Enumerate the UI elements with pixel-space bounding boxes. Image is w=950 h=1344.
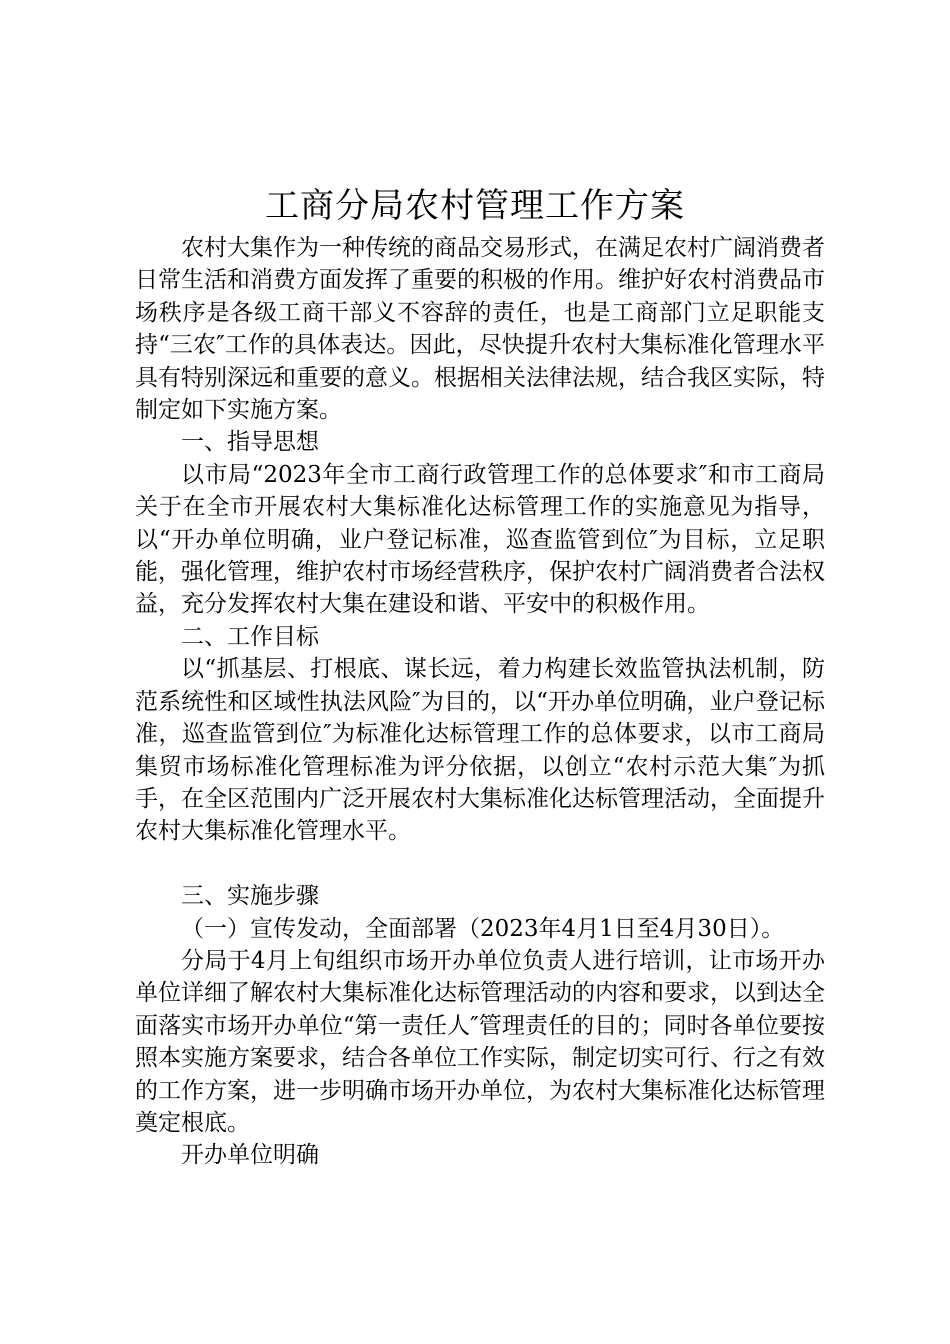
- paragraph-gap: [135, 848, 825, 880]
- document-title: 工商分局农村管理工作方案: [265, 186, 685, 226]
- section-heading-implementation-steps: 三、实施步骤: [181, 883, 319, 910]
- section-heading-work-goals: 二、工作目标: [181, 623, 319, 650]
- step-one-paragraph: 分局于4月上旬组织市场开办单位负责人进行培训，让市场开办单位详细了解农村大集标准化达标管理活动的内容和要求，以到达全面落实市场开办单位“第一责任人″管理责任的目的；同时各单位要按照本实施方案要求，结合各单位工作实际，制定切实可行、行之有效的工作方案，进一步明确市场开办单位，为农村大集标准化达标管理奠定根底。: [135, 947, 825, 1136]
- intro-paragraph: 农村大集作为一种传统的商品交易形式，在满足农村广阔消费者日常生活和消费方面发挥了重要的积极的作用。维护好农村消费品市场秩序是各级工商干部义不容辞的责任，也是工商部门立足职能支持“三农″工作的具体表达。因此，尽快提升农村大集标准化管理水平具有特别深远和重要的意义。根据相关法律法规，结合我区实际，特制定如下实施方案。: [135, 235, 825, 424]
- step-one-heading: （一）宣传发动，全面部署（2023年4月1日至4月30日）。: [181, 915, 785, 942]
- document-body: [135, 232, 825, 1172]
- subheading-clear-operator: 开办单位明确: [181, 1142, 319, 1169]
- guiding-ideology-paragraph: 以市局“2023年全市工商行政管理工作的总体要求″和市工商局关于在全市开展农村大集标准化达标管理工作的实施意见为指导，以“开办单位明确，业户登记标准，巡查监管到位″为目标，立足职能，强化管理，维护农村市场经营秩序，保护农村广阔消费者合法权益，充分发挥农村大集在建设和谐、平安中的积极作用。: [135, 461, 825, 618]
- work-goals-paragraph: 以“抓基层、打根底、谋长远，着力构建长效监管执法机制，防范系统性和区域性执法风险″为目的，以“开办单位明确，业户登记标准，巡查监管到位″为标准化达标管理工作的总体要求，以市工商局集贸市场标准化管理标准为评分依据，以创立“农村示范大集″为抓手，在全区范围内广泛开展农村大集标准化达标管理活动，全面提升农村大集标准化管理水平。: [135, 656, 825, 845]
- section-heading-guiding-ideology: 一、指导思想: [181, 429, 319, 456]
